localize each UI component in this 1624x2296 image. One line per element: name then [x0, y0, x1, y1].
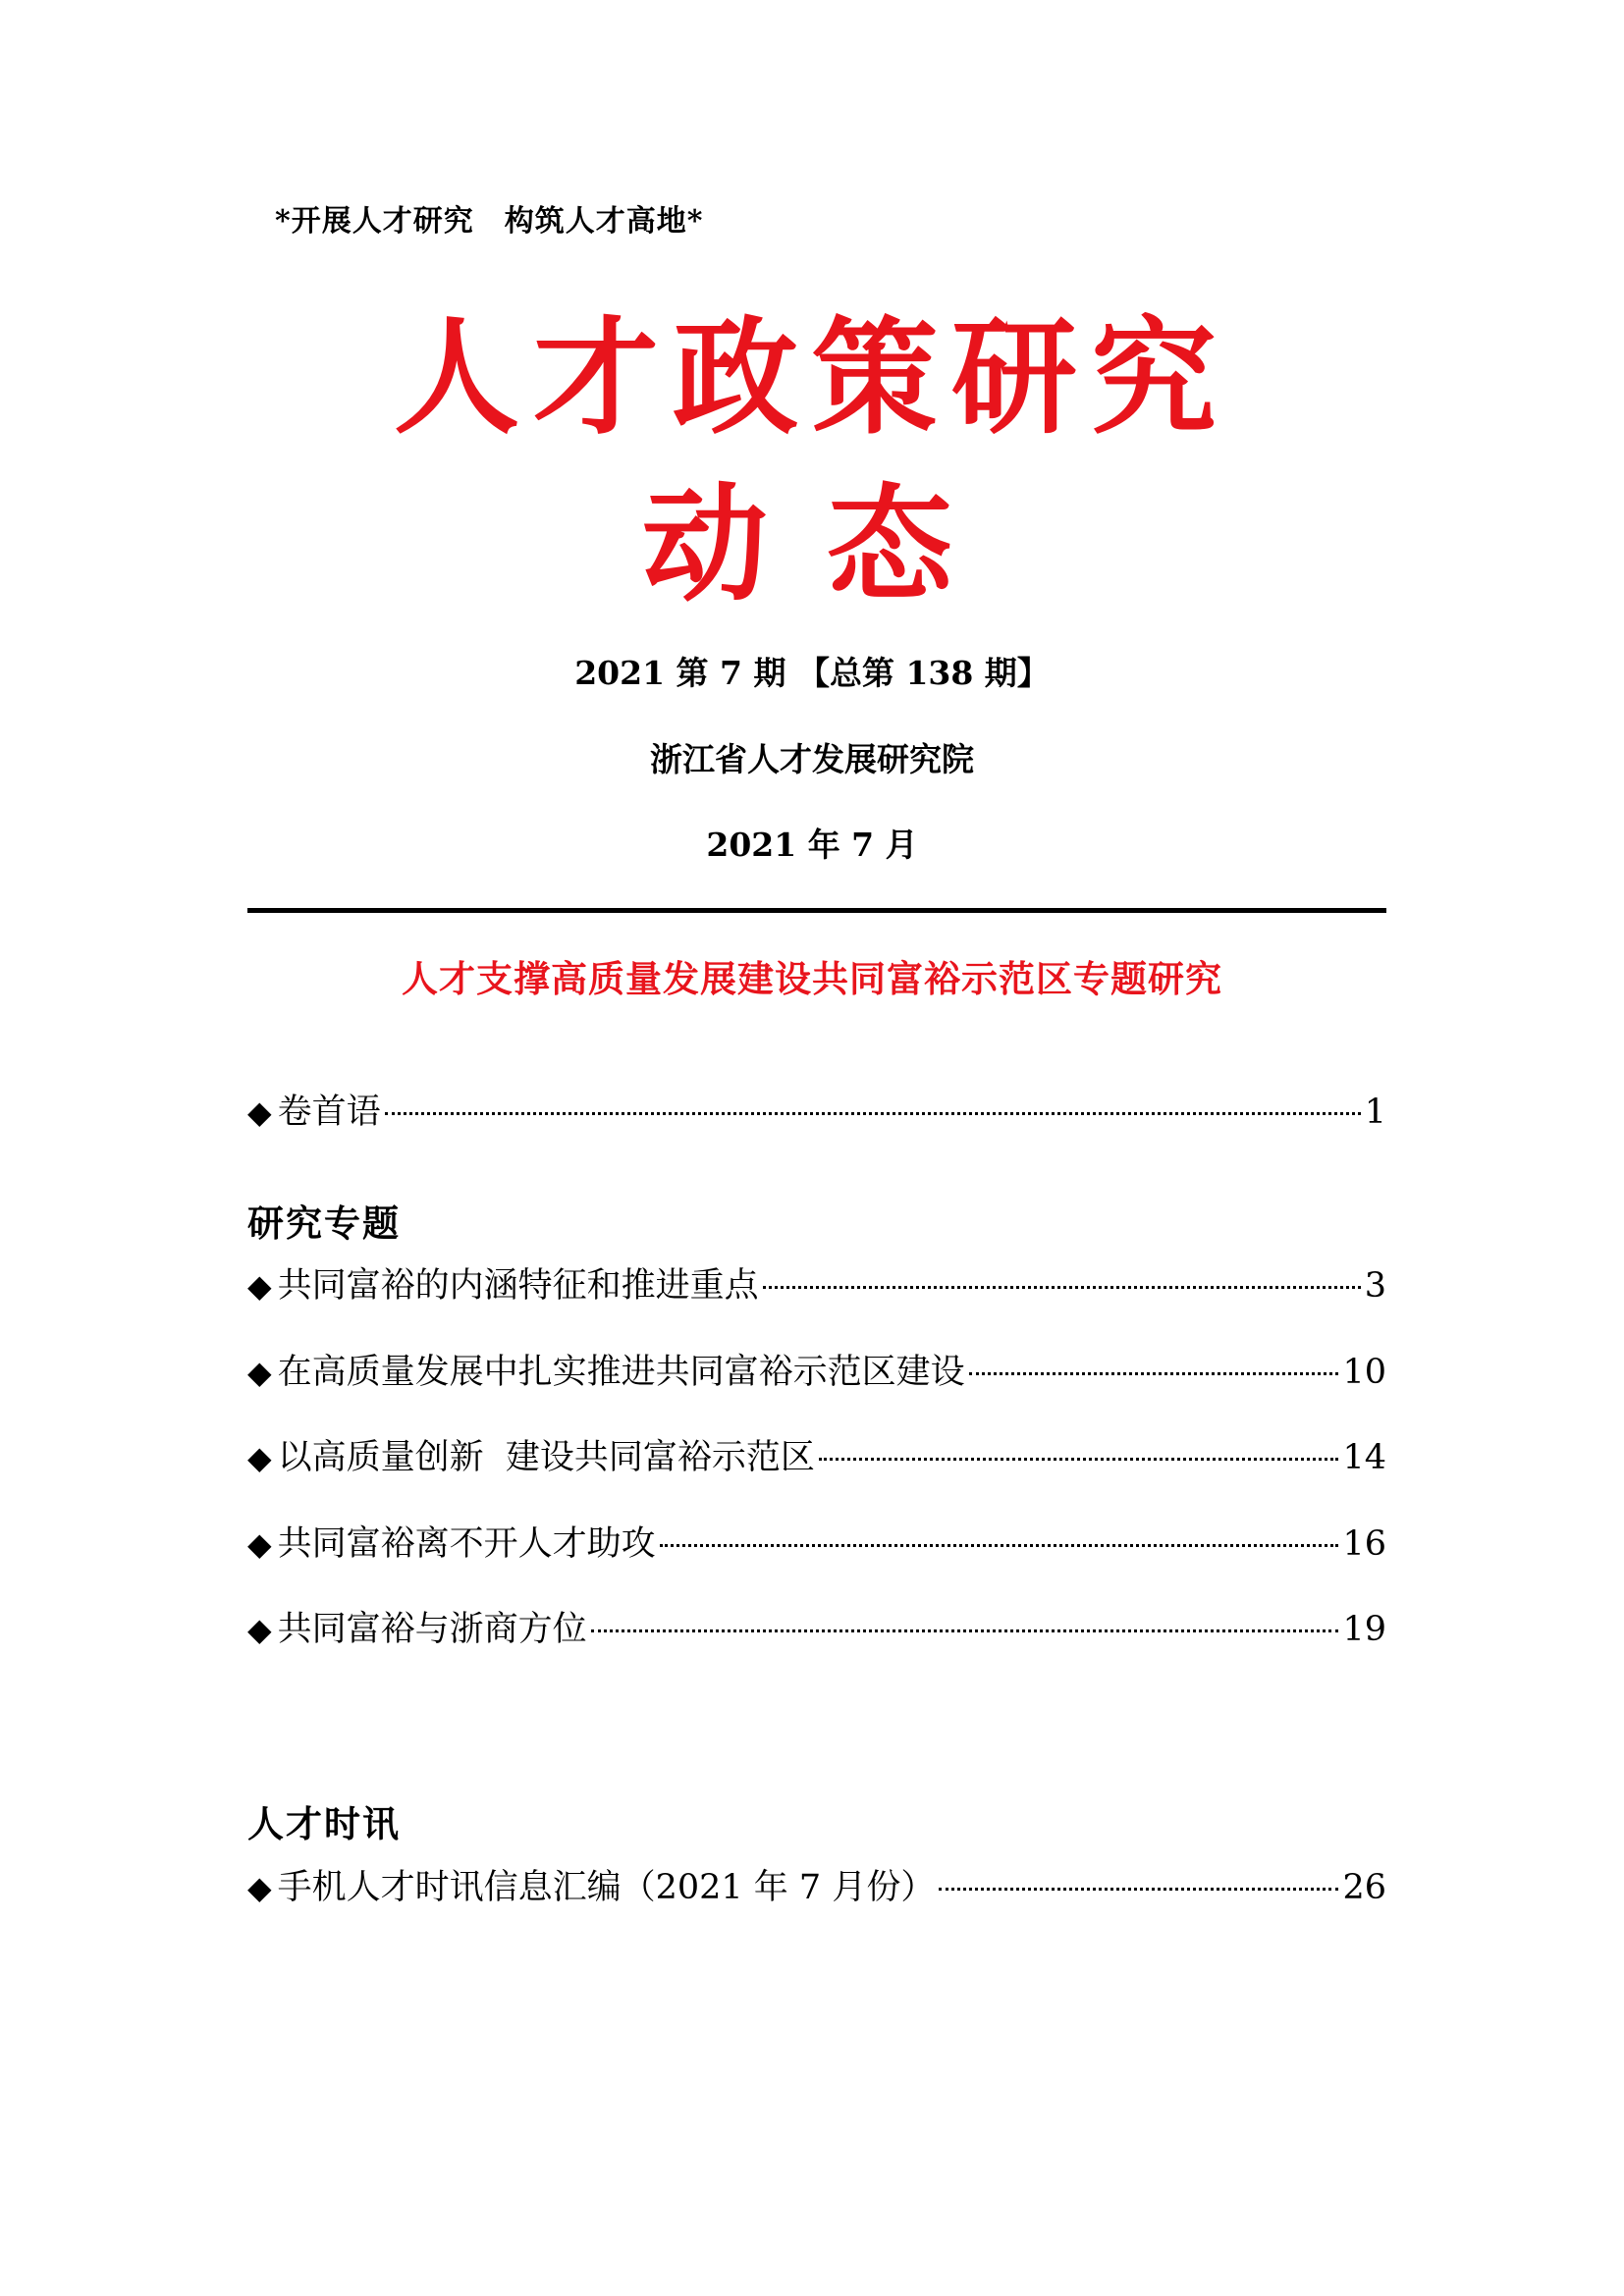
toc-section-heading-news: 人才时讯 [247, 1802, 401, 1845]
toc-entry[interactable] [247, 1863, 1386, 1912]
dot-leader [819, 1458, 1339, 1461]
toc-entry-preface[interactable] [247, 1088, 1386, 1137]
toc-entry[interactable] [247, 1433, 1386, 1482]
diamond-bullet-icon: ◆ [247, 1525, 272, 1563]
toc-entry-page: 1 [1364, 1093, 1386, 1132]
toc-entry-label: 在高质量发展中扎实推进共同富裕示范区建设 [277, 1353, 965, 1392]
issue-topic: 人才支撑高质量发展建设共同富裕示范区专题研究 [402, 957, 1222, 1000]
toc-entry-label: 以高质量创新 建设共同富裕示范区 [277, 1438, 815, 1477]
toc-entry-page: 16 [1342, 1524, 1386, 1564]
dot-leader [763, 1286, 1361, 1289]
dot-leader [660, 1544, 1339, 1547]
toc-entry-label: 卷首语 [277, 1093, 381, 1132]
header-divider [247, 908, 1386, 913]
diamond-bullet-icon: ◆ [247, 1094, 272, 1131]
dot-leader [591, 1629, 1339, 1632]
toc-entry-page: 26 [1342, 1868, 1386, 1907]
dot-leader [969, 1372, 1339, 1375]
diamond-bullet-icon: ◆ [247, 1611, 272, 1648]
publication-title-second-line: 动态 [641, 471, 1011, 618]
dot-leader [385, 1112, 1361, 1115]
toc-entry-label: 共同富裕离不开人才助攻 [277, 1524, 656, 1564]
issue-number: 2021 第 7 期 【总第 138 期】 [574, 654, 1050, 692]
publication-date: 2021 年 7 月 [706, 826, 918, 864]
toc-section-heading-research: 研究专题 [247, 1201, 401, 1245]
toc-entry-page: 19 [1342, 1610, 1386, 1649]
publication-title: 人才政策研究 [393, 304, 1230, 452]
toc-entry-page: 10 [1342, 1353, 1386, 1392]
toc-entry-label: 手机人才时讯信息汇编（2021 年 7 月份） [277, 1868, 936, 1907]
toc-entry-label: 共同富裕与浙商方位 [277, 1610, 587, 1649]
toc-entry-page: 14 [1342, 1438, 1386, 1477]
publisher-name: 浙江省人才发展研究院 [650, 740, 974, 778]
toc-entry[interactable] [247, 1261, 1386, 1310]
cover-slogan: *开展人才研究 构筑人才高地* [275, 204, 704, 239]
diamond-bullet-icon: ◆ [247, 1267, 272, 1305]
diamond-bullet-icon: ◆ [247, 1869, 272, 1906]
toc-entry-label: 共同富裕的内涵特征和推进重点 [277, 1266, 759, 1306]
toc-entry-page: 3 [1364, 1266, 1386, 1306]
diamond-bullet-icon: ◆ [247, 1354, 272, 1391]
dot-leader [939, 1888, 1338, 1891]
toc-entry[interactable] [247, 1605, 1386, 1654]
toc-entry[interactable] [247, 1520, 1386, 1569]
diamond-bullet-icon: ◆ [247, 1439, 272, 1476]
toc-entry[interactable] [247, 1348, 1386, 1397]
